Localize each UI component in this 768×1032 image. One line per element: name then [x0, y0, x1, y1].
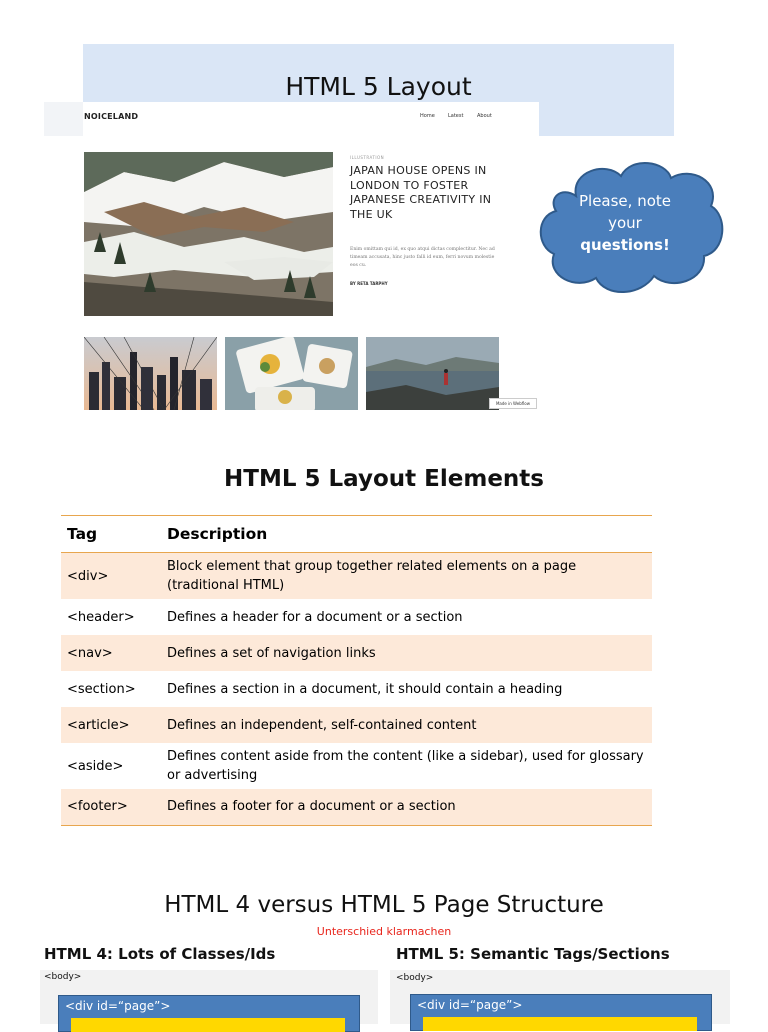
layout-elements-table [61, 515, 652, 826]
description-cell: Block element that group together related elements on a page (traditional HTML) [161, 553, 652, 600]
description-cell: Defines a header for a document or a section [167, 609, 463, 625]
nav-link-latest: Latest [448, 113, 464, 119]
div-page-label: <div id=“page”> [417, 998, 523, 1012]
body-tag-label: <body> [396, 973, 434, 983]
html4-structure-panel [40, 970, 378, 1024]
table-row [61, 671, 652, 707]
site-logo: NOICELAND [84, 112, 139, 121]
table-row [61, 553, 652, 600]
table-row [61, 789, 652, 825]
slide-title: HTML 5 Layout [285, 72, 472, 101]
div-page-box [58, 995, 360, 1032]
article-excerpt: Enim omittam qui id, ex quo atqui dictas complectitur. Nec ad timeam accusata, hinc justo falli id eum, ferri novum molestie eos cu. [350, 247, 495, 268]
article-headline: JAPAN HOUSE OPENS IN LONDON TO FOSTER JAPANESE CREATIVITY IN THE UK [350, 164, 492, 221]
nav-link-home: Home [420, 113, 435, 119]
nav-link-about: About [477, 113, 492, 119]
body-tag-label: <body> [44, 972, 82, 982]
tag-cell: <header> [67, 609, 135, 625]
tag-cell: <div> [61, 553, 161, 600]
html5-heading: HTML 5: Semantic Tags/Sections [396, 945, 670, 963]
description-cell: Defines content aside from the content (like a sidebar), used for glossary or advertising [167, 749, 644, 783]
hero-mountain-image [84, 152, 333, 316]
html4-heading: HTML 4: Lots of Classes/Ids [44, 945, 276, 963]
annotation-note: Unterschied klarmachen [316, 925, 452, 938]
tag-cell: <article> [61, 707, 161, 743]
tag-cell: <footer> [61, 789, 161, 825]
slide-title: HTML 5 Layout Elements [224, 466, 544, 492]
table-row [61, 743, 652, 789]
inner-block [423, 1017, 697, 1031]
table-header-row [61, 516, 652, 553]
header-tag: Tag [61, 516, 161, 553]
webflow-badge: Made in Webflow [489, 398, 537, 409]
html5-structure-panel [390, 970, 730, 1024]
description-cell: Defines a section in a document, it should contain a heading [167, 681, 563, 697]
website-edge-strip [44, 102, 83, 136]
article-byline: BY RETA TARPHY [350, 281, 388, 286]
tag-cell: <section> [67, 681, 136, 697]
tag-cell: <nav> [61, 635, 161, 671]
thumbnail-coast-hiker [366, 337, 499, 410]
table-row [61, 635, 652, 671]
header-description: Description [161, 516, 652, 553]
description-cell: Defines a set of navigation links [161, 635, 652, 671]
tag-cell: <aside> [67, 758, 124, 774]
slide-title: HTML 4 versus HTML 5 Page Structure [164, 892, 604, 918]
div-page-box [410, 994, 712, 1031]
description-cell: Defines an independent, self-contained content [161, 707, 652, 743]
callout-line-1: Please, note [578, 192, 671, 210]
article-kicker: ILLUSTRATION [350, 155, 385, 160]
callout-line-3: questions! [580, 236, 670, 254]
inner-block [71, 1018, 345, 1032]
callout-text [560, 190, 690, 256]
description-cell: Defines a footer for a document or a section [161, 789, 652, 825]
thumbnail-food-plates [225, 337, 358, 410]
callout-line-2: your [608, 214, 642, 232]
table-row [61, 707, 652, 743]
div-page-label: <div id=“page”> [65, 999, 171, 1013]
table-row [61, 599, 652, 635]
thumbnail-city-bridge [84, 337, 217, 410]
